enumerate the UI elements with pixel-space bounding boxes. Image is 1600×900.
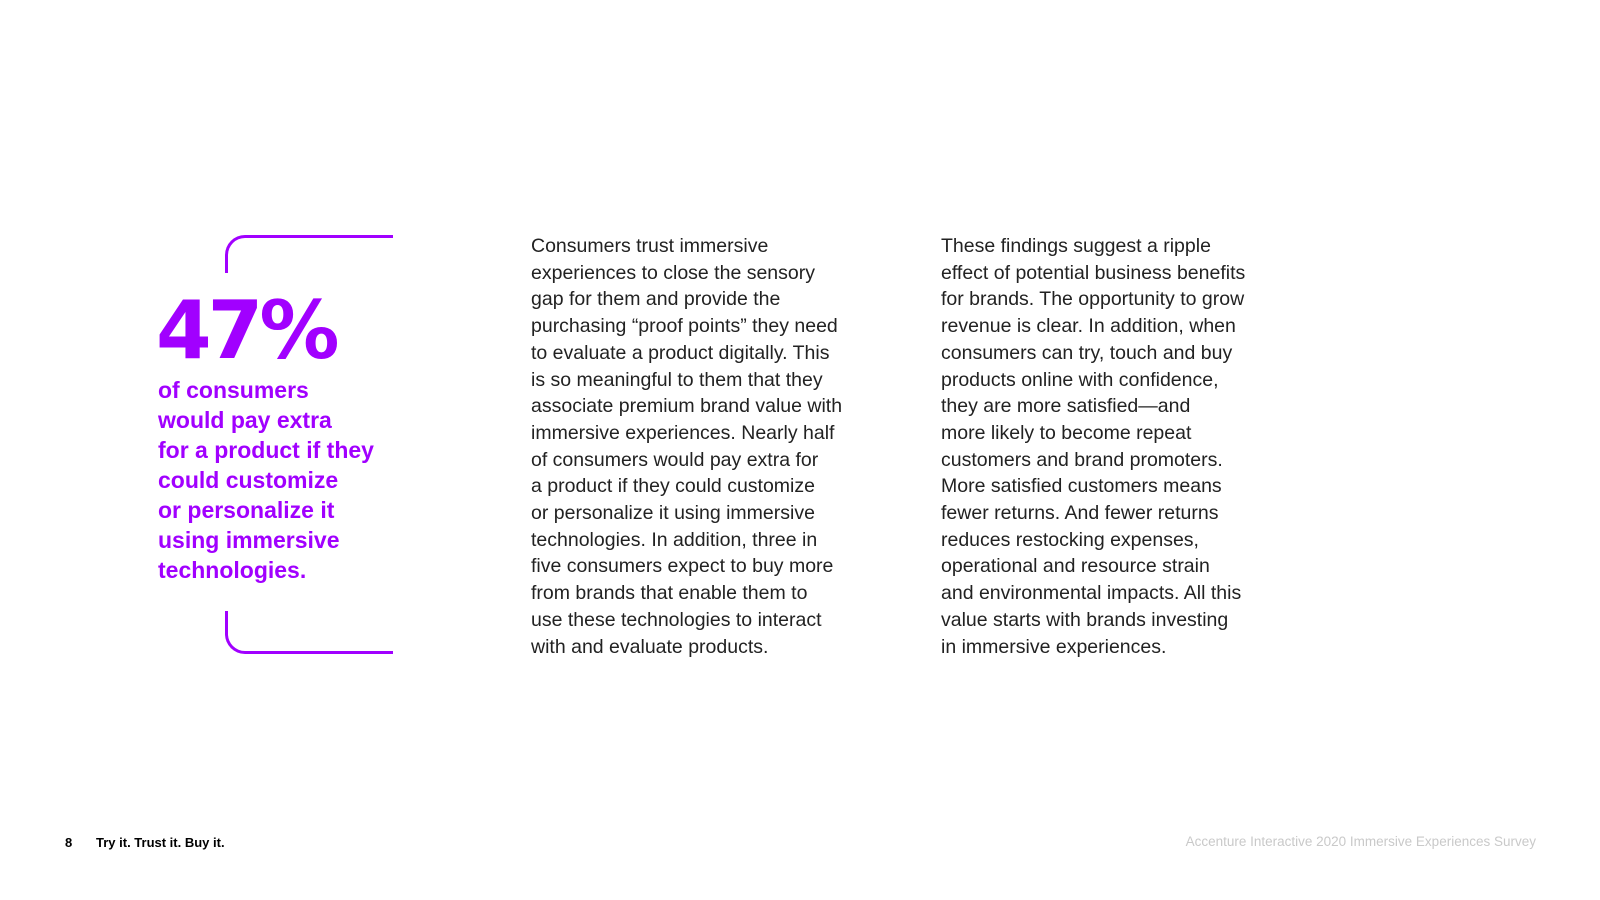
body-line: use these technologies to interact [531, 608, 822, 631]
body-line: associate premium brand value with [531, 395, 843, 418]
footer-source: Accenture Interactive 2020 Immersive Experiences Survey [1185, 834, 1536, 849]
body-line: experiences to close the sensory [531, 261, 815, 284]
body-line: is so meaningful to them that they [531, 368, 823, 391]
body-column-2 [941, 233, 1281, 660]
stat-description-line: or personalize it [158, 497, 335, 523]
body-line: products online with confidence, [941, 368, 1219, 391]
callout-bracket-top [225, 235, 393, 273]
body-column-1 [531, 233, 871, 660]
body-line: with and evaluate products. [531, 635, 769, 658]
body-line: of consumers would pay extra for [531, 448, 819, 471]
body-line: to evaluate a product digitally. This [531, 341, 830, 364]
stat-description [158, 375, 408, 585]
body-line: effect of potential business benefits [941, 261, 1246, 284]
body-line: five consumers expect to buy more [531, 555, 834, 578]
body-line: purchasing “proof points” they need [531, 315, 838, 338]
body-line: for brands. The opportunity to grow [941, 288, 1245, 311]
body-line: Consumers trust immersive [531, 235, 769, 257]
stat-value: 47% [156, 284, 336, 377]
stat-description-line: of consumers [158, 377, 309, 403]
stat-description-line: technologies. [158, 557, 307, 583]
body-line: reduces restocking expenses, [941, 528, 1199, 551]
body-line: from brands that enable them to [531, 582, 808, 605]
body-line: technologies. In addition, three in [531, 528, 818, 551]
body-line: more likely to become repeat [941, 421, 1192, 444]
body-line: or personalize it using immersive [531, 502, 815, 525]
stat-description-line: for a product if they [158, 437, 374, 463]
body-line: a product if they could customize [531, 475, 815, 498]
body-line: revenue is clear. In addition, when [941, 315, 1236, 338]
body-line: in immersive experiences. [941, 635, 1167, 658]
stat-description-line: using immersive [158, 527, 340, 553]
body-line: More satisfied customers means [941, 475, 1222, 498]
footer-section-title: Try it. Trust it. Buy it. [96, 835, 225, 850]
stat-description-line: would pay extra [158, 407, 332, 433]
body-line: operational and resource strain [941, 555, 1210, 578]
body-line: fewer returns. And fewer returns [941, 502, 1219, 525]
callout-bracket-bottom [225, 611, 393, 654]
body-line: These findings suggest a ripple [941, 235, 1211, 257]
body-line: consumers can try, touch and buy [941, 341, 1233, 364]
body-line: value starts with brands investing [941, 608, 1229, 631]
page-number: 8 [65, 835, 73, 850]
body-line: immersive experiences. Nearly half [531, 421, 835, 444]
body-line: they are more satisfied—and [941, 395, 1191, 418]
stat-description-line: could customize [158, 467, 339, 493]
body-line: and environmental impacts. All this [941, 582, 1242, 605]
body-line: customers and brand promoters. [941, 448, 1223, 471]
body-line: gap for them and provide the [531, 288, 781, 311]
